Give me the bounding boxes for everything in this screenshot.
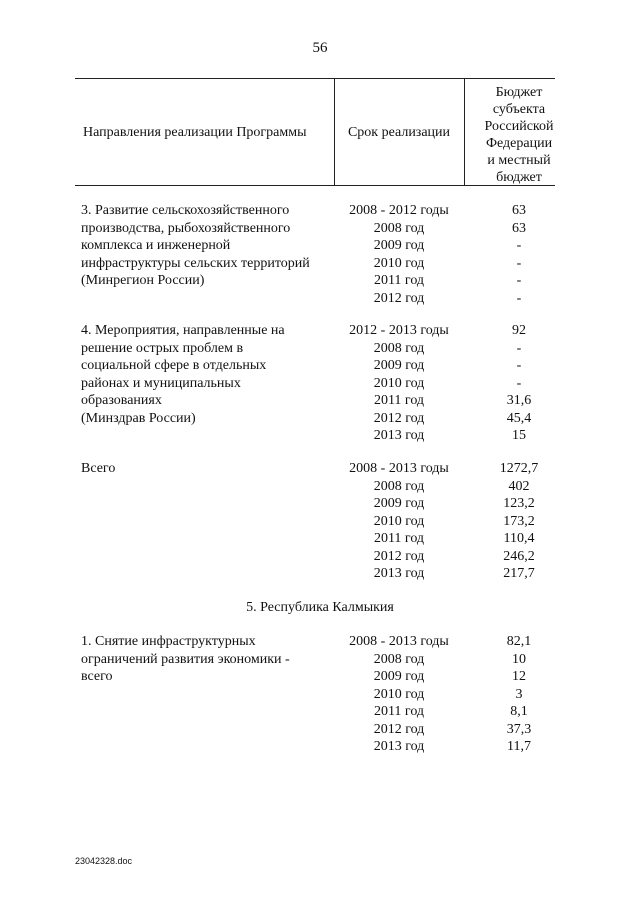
row-name-line: ограничений развития экономики - bbox=[81, 651, 290, 667]
period-cell: 2012 год bbox=[373, 721, 425, 737]
row-name-line: 4. Мероприятия, направленные на bbox=[81, 323, 285, 338]
period-cell: 2008 - 2012 годы bbox=[349, 203, 449, 218]
period-cell: 2009 год bbox=[373, 669, 425, 684]
row-name-line: решение острых проблем в bbox=[81, 340, 244, 356]
period-cell: 2011 год bbox=[373, 704, 425, 719]
budget-cell: 31,6 bbox=[506, 393, 532, 408]
period-cell: 2011 год bbox=[373, 393, 425, 408]
budget-cell: 63 bbox=[512, 203, 526, 218]
header-period: Срок реализации bbox=[347, 125, 451, 140]
budget-cell: 82,1 bbox=[506, 634, 532, 649]
period-cell: 2012 год bbox=[373, 410, 425, 426]
period-cell: 2010 год bbox=[373, 686, 425, 702]
header-budget-line: Бюджет bbox=[495, 85, 543, 100]
header-budget-line: Федерации bbox=[485, 136, 553, 151]
period-cell: 2008 год bbox=[373, 651, 425, 667]
period-cell: 2013 год bbox=[373, 566, 425, 581]
budget-cell: - bbox=[516, 340, 522, 356]
period-cell: 2011 год bbox=[373, 531, 425, 546]
period-cell: 2010 год bbox=[373, 255, 425, 271]
header-budget-line: бюджет bbox=[496, 170, 542, 185]
period-cell: 2012 год bbox=[373, 290, 425, 306]
period-cell: 2012 - 2013 годы bbox=[349, 323, 449, 338]
budget-cell: 92 bbox=[512, 323, 526, 338]
table-top-rule bbox=[75, 78, 555, 79]
row-name-line: социальной сфере в отдельных bbox=[81, 358, 267, 373]
budget-cell: 173,2 bbox=[503, 513, 535, 529]
section-title: 5. Республика Калмыкия bbox=[246, 600, 394, 615]
row-name-line: 3. Развитие сельскохозяйственного bbox=[81, 203, 290, 218]
budget-cell: 11,7 bbox=[507, 739, 531, 754]
period-cell: 2010 год bbox=[373, 513, 425, 529]
period-cell: 2012 год bbox=[373, 548, 425, 564]
period-cell: 2009 год bbox=[373, 238, 425, 253]
row-name-line: районах и муниципальных bbox=[81, 375, 241, 391]
period-cell: 2008 год bbox=[373, 220, 425, 236]
budget-cell: 246,2 bbox=[503, 548, 535, 564]
budget-cell: 217,7 bbox=[503, 566, 535, 581]
budget-cell: 15 bbox=[512, 428, 526, 443]
header-directions: Направления реализации Программы bbox=[83, 125, 307, 140]
period-cell: 2008 год bbox=[373, 340, 425, 356]
row-name-line: образованиях bbox=[81, 393, 162, 408]
period-cell: 2008 - 2013 годы bbox=[349, 634, 449, 649]
budget-cell: - bbox=[516, 273, 522, 288]
row-name-line: 1. Снятие инфраструктурных bbox=[81, 634, 256, 649]
budget-cell: 12 bbox=[512, 669, 526, 684]
period-cell: 2013 год bbox=[373, 428, 425, 443]
budget-cell: 1272,7 bbox=[499, 461, 539, 476]
header-budget-line: и местный bbox=[487, 153, 551, 168]
header-budget-line: субъекта bbox=[492, 102, 546, 117]
row-name-line: всего bbox=[81, 669, 113, 684]
row-name-line: (Минздрав России) bbox=[81, 410, 196, 426]
budget-cell: 110,4 bbox=[503, 531, 535, 546]
budget-cell: 123,2 bbox=[503, 496, 535, 511]
budget-cell: - bbox=[516, 358, 522, 373]
budget-cell: - bbox=[516, 290, 522, 306]
period-cell: 2008 год bbox=[373, 478, 425, 494]
period-cell: 2009 год bbox=[373, 358, 425, 373]
budget-cell: - bbox=[516, 375, 522, 391]
period-cell: 2009 год bbox=[373, 496, 425, 511]
row-name-line: Всего bbox=[81, 461, 116, 476]
budget-cell: - bbox=[516, 238, 522, 253]
budget-cell: 45,4 bbox=[506, 410, 532, 426]
budget-cell: 402 bbox=[508, 478, 530, 494]
period-cell: 2011 год bbox=[373, 273, 425, 288]
page-number: 56 bbox=[312, 40, 328, 56]
header-budget-line: Российской bbox=[484, 119, 554, 134]
row-name-line: инфраструктуры сельских территорий bbox=[81, 255, 310, 271]
row-name-line: (Минрегион России) bbox=[81, 273, 205, 288]
row-name-line: производства, рыбохозяйственного bbox=[81, 220, 291, 236]
budget-cell: 3 bbox=[515, 686, 523, 702]
budget-cell: - bbox=[516, 255, 522, 271]
header-budget bbox=[464, 84, 574, 186]
budget-cell: 37,3 bbox=[506, 721, 532, 737]
budget-cell: 63 bbox=[512, 220, 526, 236]
row-name-line: комплекса и инженерной bbox=[81, 238, 231, 253]
budget-cell: 8,1 bbox=[510, 704, 528, 719]
period-cell: 2013 год bbox=[373, 739, 425, 754]
period-cell: 2010 год bbox=[373, 375, 425, 391]
period-cell: 2008 - 2013 годы bbox=[349, 461, 449, 476]
footer-filename: 23042328.doc bbox=[75, 856, 133, 866]
budget-cell: 10 bbox=[512, 651, 526, 667]
